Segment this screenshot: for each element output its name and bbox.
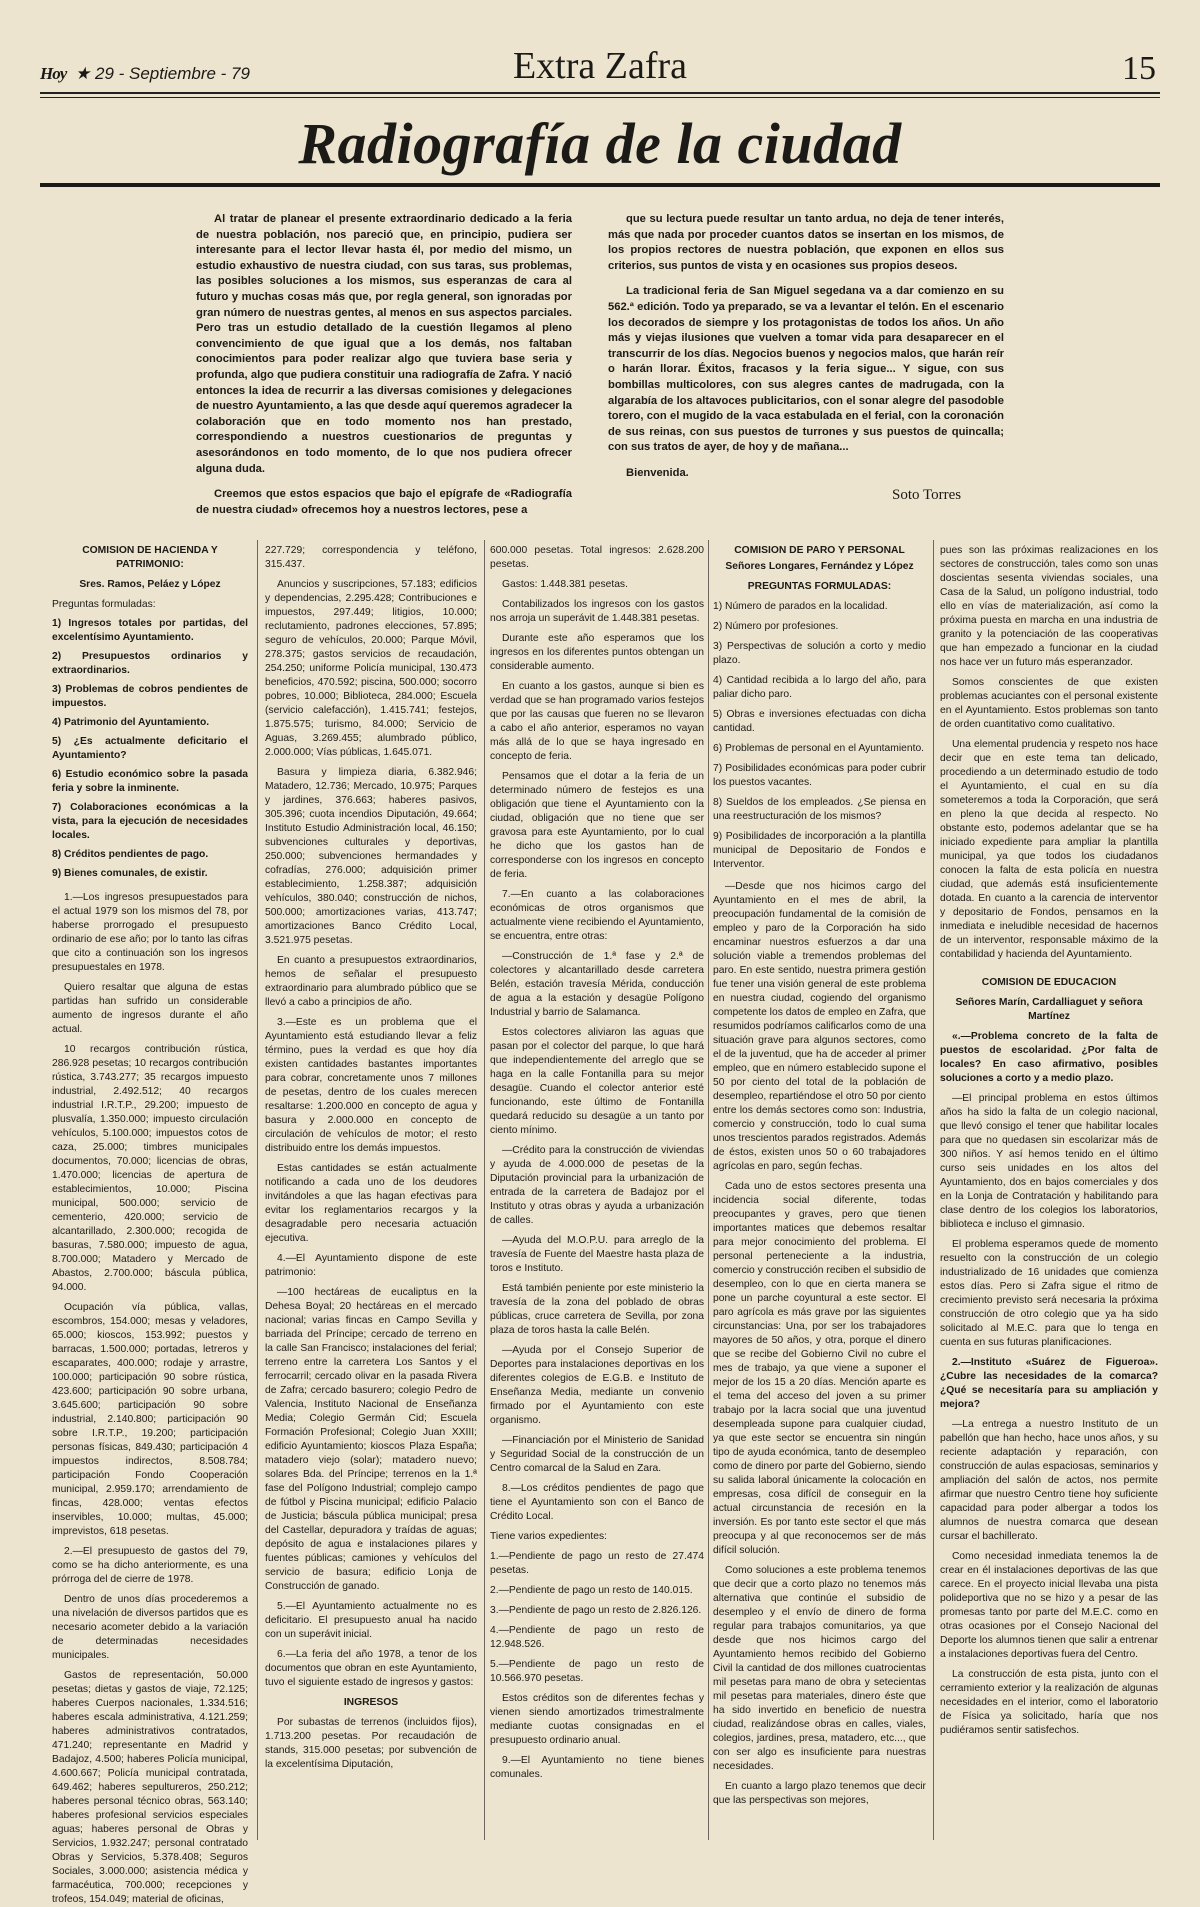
- body-paragraph: En cuanto a presupuestos extraordinarios, hemos de señalar el presupuesto extraordinario para alumbrado público que se llevó a cabo a principios de año.: [265, 955, 477, 1008]
- question-item: 1) Ingresos totales por partidas, del excelentísimo Ayuntamiento.: [52, 618, 248, 643]
- question-item: 2) Número por profesiones.: [713, 621, 839, 632]
- body-paragraph: Estos colectores aliviaron las aguas que pasan por el colector del parque, lo que hará que independientemente del arreglo que se haga en la calle Fontanilla para su mejor desagüe. Cuando el colector anterior esté funcionando, este último de Fontanilla quedará reducido su desagüe a un tanto por ciento mínimo.: [490, 1027, 704, 1136]
- body-paragraph: Anuncios y suscripciones, 57.183; edificios y dependencias, 2.295.428; Contribuciones e impuestos, 297.449; litigios, 10.000; reclutamiento, padrones elecciones, 57.895; seguro de vehículos, 20.000; Parque Móvil, 278.375; gastos servicios de recaudación, 254.250; uniforme Policía municipal, 130.473 beneficios, 470.592; piscina, 500.000; socorro pobres, 10.000; Biblioteca, 284.000; Escuela (servicio calefacción), 1.415.741; festejos, 1.875.575; turismo, 84.000; Servicio de Aguas, 3.269.455; alumbrado público, 2.000.000; Vías públicas, 1.645.071.: [265, 579, 477, 758]
- body-paragraph: —Ayuda por el Consejo Superior de Deportes para instalaciones deportivas en los diferentes colegios de E.G.B. e Instituto de Enseñanza Media, mediante un convenio firmado por el Ayuntamiento con este organismo.: [490, 1345, 704, 1426]
- question-item: 4) Patrimonio del Ayuntamiento.: [52, 717, 210, 728]
- column-2: [265, 544, 477, 1844]
- body-paragraph: Una elemental prudencia y respeto nos hace decir que en este tema tan delicado, procediendo a un determinado estudio de todo el Ayuntamiento, el cual en su día someteremos a toda la Corporación, que será en pleno la que decida al respecto. No obstante esto, podemos adelantar que se ha iniciado expediente para ampliar la plantilla municipal, ya que todos los ciudadanos conocen la falta de esta policía en nuestra ciudad, que además está insuficientemente dotada. En cuanto a la carencia de interventor y depositario de Fondos, pensamos en la inmediata e ineludible necesidad de hacernos de un interventor, responsable máximo de la contabilidad y hacienda del Ayuntamiento.: [940, 739, 1158, 960]
- body-paragraph: 6.—La feria del año 1978, a tenor de los documentos que obran en este Ayuntamiento, tuvo el siguiente estado de ingresos y gastos:: [265, 1649, 477, 1688]
- questions-label: Preguntas formuladas:: [52, 599, 156, 610]
- body-paragraph: Gastos: 1.448.381 pesetas.: [502, 579, 628, 590]
- body-paragraph: Somos conscientes de que existen problemas acuciantes con el personal existente en el Ayuntamiento. Estos problemas son tanto de orden cuantitativo como cualitativo.: [940, 677, 1158, 730]
- section-members: Señores Marín, Cardalliaguet y señora Martínez: [955, 997, 1143, 1022]
- body-paragraph: —Crédito para la construcción de viviendas y ayuda de 4.000.000 de pesetas de la Diputación provincial para la urbanización de entrada de la carretera de Badajoz por el Instituto y otras obras y ayuda a urbanización de calles.: [490, 1145, 704, 1226]
- body-paragraph: Gastos de representación, 50.000 pesetas; dietas y gastos de viaje, 72.125; haberes Cuerpos nacionales, 1.334.516; haberes escala administrativa, 4.121.259; haberes administrativos contratados, 471.240; representante en Madrid y Badajoz, 4.500; haberes Policía municipal, 4.600.667; Policía municipal contratada, 649.462; haberes sepultureros, 250.212; haberes personal técnico obras, 563.140; haberes profesional servicios especiales aguas; haberes personal de Obras y Servicios, 1.932.247; personal contratado Obras y Servicios, 5.378.408; Seguros Sociales, 3.000.000; asistencia médica y farmacéutica, 700.000; recepciones y trofeos, 154.049; material de oficinas,: [52, 1670, 248, 1905]
- masthead-rule: [40, 92, 1160, 94]
- body-paragraph: Contabilizados los ingresos con los gastos nos arroja un superávit de 1.448.381 pesetas.: [490, 599, 704, 624]
- body-paragraph: 5.—El Ayuntamiento actualmente no es deficitario. El presupuesto anual ha nacido con un superávit inicial.: [265, 1601, 477, 1640]
- masthead: [40, 44, 1160, 94]
- body-paragraph: Como soluciones a este problema tenemos que decir que a corto plazo no tenemos más alternativa que continúe el subsidio de desempleo y el envío de dinero de forma regular para trabajos comunitarios, ya que desde que nos hicimos cargo del Ayuntamiento hemos recibido del Gobierno Civil la cantidad de dos millones cuatrocientas mil pesetas para mano de obra y setecientas mil pesetas para materiales, dinero éste que ha sido invertido en beneficio de nuestra ciudad, realizándose obras en calles, viales, colegios, jardines, presa, matadero, etc..., que con ser algo es insuficiente para nuestras necesidades.: [713, 1565, 926, 1772]
- star-icon: ★: [75, 64, 91, 83]
- newspaper-logo: Hoy: [40, 64, 67, 83]
- section-members: Sres. Ramos, Peláez y López: [79, 579, 221, 590]
- column-divider: [484, 540, 485, 1840]
- question-item: 9) Bienes comunales, de existir.: [52, 868, 208, 879]
- body-paragraph: —Ayuda del M.O.P.U. para arreglo de la travesía de Fuente del Maestre hasta plaza de toros e Instituto.: [490, 1235, 704, 1274]
- body-paragraph: 10 recargos contribución rústica, 286.928 pesetas; 10 recargos contribución rústica, 3.743.277; 35 recargos impuesto industrial, 2.492.512; 40 recargos industrial I.R.T.P., 29.200; impuesto de plusvalía, 1.350.000; impuesto circulación vehículos, 5.100.000; impuestos cotos de caza, 25.000; timbres municipales documentos, 70.000; licencias de obras, 1.470.000; licencias de apertura de establecimientos, 10.000; Piscina municipal, 500.000; servicio de cementerio, 420.000; servicio de alcantarillado, 2.300.000; recogida de basuras, 7.580.000; impuesto de agua, 8.700.000; Matadero y Mercado de Abastos, 2.700.000; báscula pública, 94.000.: [52, 1044, 248, 1293]
- body-paragraph: 9.—El Ayuntamiento no tiene bienes comunales.: [490, 1755, 704, 1780]
- body-paragraph: —Financiación por el Ministerio de Sanidad y Seguridad Social de la construcción de un Centro comarcal de la Salud en Zara.: [490, 1435, 704, 1474]
- question-item: 8) Créditos pendientes de pago.: [52, 849, 209, 860]
- question-item: 3) Problemas de cobros pendientes de impuestos.: [52, 684, 248, 709]
- credit-item: 4.—Pendiente de pago un resto de 12.948.526.: [490, 1625, 704, 1650]
- body-paragraph: En cuanto a largo plazo tenemos que decir que las perspectivas son mejores,: [713, 1781, 926, 1806]
- body-paragraph: Dentro de unos días procederemos a una nivelación de diversos partidos que es necesario acometer debido a la variación de determinadas necesidades municipales.: [52, 1594, 248, 1661]
- column-divider: [708, 540, 709, 1840]
- question-item: 7) Posibilidades económicas para poder cubrir los puestos vacantes.: [713, 763, 926, 788]
- body-paragraph: Ocupación vía pública, vallas, escombros, 154.000; mesas y veladores, 65.000; kioscos, 153.992; puestos y barracas, 1.500.000; portadas, letreros y escaparates, 400.000; rodaje y arrastre, 100.000; participación 90 sobre rústica, 423.600; participación 90 sobre urbana, 3.645.600; participación 90 sobre industrial, 2.140.800; participación 90 sobre I.R.T.P., 19.200; participación personas físicas, 849.430; participación 4 impuestos indirectos, 8.508.784; participación Fondo Cooperación municipal, 2.959.170; arrendamiento de fincas, 428.000; ventas efectos inservibles, 10.000; multas, 45.000; imprevistos, 618 pesetas.: [52, 1302, 248, 1537]
- body-paragraph: En cuanto a los gastos, aunque si bien es verdad que se han programado varios festejos que por las causas que fueren no se llevaron a cabo el año anterior, esperamos no vayan más allá de lo que se haya ingresado en concepto de feria.: [490, 681, 704, 762]
- body-paragraph: —Desde que nos hicimos cargo del Ayuntamiento en el mes de abril, la preocupación fundamental de la comisión de empleo y paro de la Corporación ha sido encaminar nuestros esfuerzos a dar una solución viable a tremendos problemas del paro. En este sentido, nuestra primera gestión fue tener una visión general de este problema en nuestra ciudad, cogiendo del organismo competente los datos de empleo en Zafra, que resumidos podríamos calificarlos como de una situación grave para algunos sectores, como el de la juventud, que ha de acceder al primer empleo, que en número establecido supone el 50 por ciento del total de la población de desempleo, repartiéndose el otro 50 por ciento entre los demás sectores como son: Industria, comercio y construcción, todo lo cual suma unos trescientos parados registrados. Además de éstos, existen unos 50 o 60 trabajadores agrícolas en paro, según fechas.: [713, 881, 926, 1172]
- credit-item: 2.—Pendiente de pago un resto de 140.015.: [490, 1585, 693, 1596]
- body-paragraph: —100 hectáreas de eucaliptus en la Dehesa Boyal; 20 hectáreas en el mercado nacional; varias fincas en Campo Sevilla y barriada del Príncipe; cercado de terreno en la calle San Francisco; instalaciones del ferial; terreno entre la carretera Los Santos y el ferrocarril; cercado olivar en la pasada Rivera de Zafra; cercado basurero; colegio Pedro de Valencia, Instituto Nacional de Enseñanza Media; Colegio Germán Cid; Escuela Formación Profesional; Colegio Juan XXIII; edificio Ayuntamiento; kioscos Plaza España; matadero viejo (solar); matadero nuevo; solares Bda. del Príncipe; terrenos en la 1.ª fase del Polígono Industrial; complejo campo de fútbol y Piscina municipal; edificio Palacio de Justicia; báscula pública municipal; presa del Castellar, depuradora y traídas de aguas; depósito de agua e instalaciones pilares y fuentes públicas; camiones y vehículos del servicio de basura; edificio Lonja de Construcción de ganado.: [265, 1287, 477, 1592]
- section-heading-paro: COMISION DE PARO Y PERSONAL: [734, 545, 905, 556]
- question-item: 4) Cantidad recibida a lo largo del año, para paliar dicho paro.: [713, 675, 926, 700]
- credit-item: 5.—Pendiente de pago un resto de 10.566.970 pesetas.: [490, 1659, 704, 1684]
- body-paragraph: Está también peniente por este ministerio la travesía de la zona del poblado de obras públicas, cruce carretera de Sevilla, por zona plaza de toros hasta la calle Belén.: [490, 1283, 704, 1336]
- body-paragraph: 227.729; correspondencia y teléfono, 315.437.: [265, 545, 477, 570]
- body-paragraph: Basura y limpieza diaria, 6.382.946; Matadero, 12.736; Mercado, 10.975; Parques y jardines, 376.663; haberes pasivos, 305.396; cuota incendios Diputación, 49.664; Instituto Estudio Administración local, 46.150; subvenciones culturales y deportivas, 250.000; subvenciones hermandades y cofradías, 276.000; adquisición primer establecimiento, 1.258.387; adquisición vehículos, 380.040; construcción de nichos, 500.000; amortizaciones varias, 413.747; amortizaciones Banco Crédito Local, 3.521.975 pesetas.: [265, 767, 477, 946]
- body-paragraph: 1.—Los ingresos presupuestados para el actual 1979 son los mismos del 78, por haberse prorrogado el presupuesto ordinario de ese año; por lo tanto las cifras que cito a continuación son los ingresos presupuestales en 1978.: [52, 892, 248, 973]
- column-1: [52, 544, 248, 1905]
- question-item: 5) Obras e inversiones efectuadas con dicha cantidad.: [713, 709, 926, 734]
- question-item: 3) Perspectivas de solución a corto y medio plazo.: [713, 641, 926, 666]
- headline: Radiografía de la ciudad: [298, 111, 902, 176]
- body-paragraph: Quiero resaltar que alguna de estas partidas han sufrido un considerable aumento de ingresos durante el año actual.: [52, 982, 248, 1035]
- body-paragraph: Como necesidad inmediata tenemos la de crear en él instalaciones deportivas de las que carece. En el proyecto inicial llevaba una pista polideportiva que no se hizo y a pesar de las promesas tanto por parte del M.E.C. como en otras ocasiones por el Consejo Nacional del Deporte los alumnos tienen que salir a entrenar a instalaciones deportivas fuera del Centro.: [940, 1551, 1158, 1660]
- body-paragraph: El problema esperamos quede de momento resuelto con la construcción de un colegio industrializado de 16 unidades que comienza estos días. Pero si Zafra sigue el ritmo de crecimiento previsto será necesaria la próxima construcción de otro colegio que ya ha sido solicitado al M.E.C. para que lo tenga en cuenta en sus futuras planificaciones.: [940, 1239, 1158, 1348]
- question-item: 1) Número de parados en la localidad.: [713, 601, 888, 612]
- body-paragraph: pues son las próximas realizaciones en los sectores de construcción, tales como son unas doscientas sesenta viviendas sociales, una Casa de la Salud, un polígono industrial, todo ello en vías de materialización, así como la próxima puesta en marcha en una industria de granito y la potenciación de las cooperativas que han empezado a funcionar en la ciudad nos hace ver un futuro más esperanzador.: [940, 545, 1158, 668]
- intro-paragraph: Bienvenida.: [626, 466, 689, 479]
- page-number: 15: [1122, 50, 1156, 87]
- questions-label: PREGUNTAS FORMULADAS:: [747, 581, 892, 592]
- question-item: 2.—Instituto «Suárez de Figueroa». ¿Cubre las necesidades de la comarca? ¿Qué se necesitaría para su ampliación y mejora?: [940, 1357, 1158, 1410]
- ingresos-heading: INGRESOS: [343, 1697, 399, 1708]
- section-heading-hacienda: COMISION DE HACIENDA Y PATRIMONIO:: [82, 545, 218, 570]
- author-signature: Soto Torres: [892, 487, 962, 503]
- question-item: 9) Posibilidades de incorporación a la plantilla municipal de Depositario de Fondos e Interventor.: [713, 831, 926, 870]
- body-paragraph: 8.—Los créditos pendientes de pago que tiene el Ayuntamiento son con el Banco de Crédito Local.: [490, 1483, 704, 1522]
- headline-rule: [40, 183, 1160, 187]
- question-item: 2) Presupuestos ordinarios y extraordinarios.: [52, 651, 248, 676]
- column-5: [940, 544, 1158, 1844]
- body-paragraph: —Construcción de 1.ª fase y 2.ª de colectores y alcantarillado desde carretera Belén, estación travesía Mérida, conducción de agua a la estación y desagüe Polígono Industrial y barrio de Salamanca.: [490, 951, 704, 1018]
- body-paragraph: Durante este año esperamos que los ingresos en los diferentes puntos obtengan un considerable aumento.: [490, 633, 704, 672]
- body-paragraph: —La entrega a nuestro Instituto de un pabellón que han hecho, hace unos años, y su reciente adaptación y reparación, con construcción de aulas espaciosas, seminarios y ampliación del salón de actos, nos permite afirmar que nuestro Centro tiene hoy suficiente capacidad para poder albergar a todos los alumnos de nuestra comarca que desean cursar el bachillerato.: [940, 1419, 1158, 1542]
- section-title: Extra Zafra: [512, 45, 688, 87]
- section-members: Señores Longares, Fernández y López: [725, 561, 914, 572]
- question-item: 8) Sueldos de los empleados. ¿Se piensa en una reestructuración de los mismos?: [713, 797, 926, 822]
- question-item: «.—Problema concreto de la falta de puestos de escolaridad. ¿Por falta de locales? En caso afirmativo, posibles soluciones a corto y a medio plazo.: [940, 1031, 1158, 1084]
- body-paragraph: 4.—El Ayuntamiento dispone de este patrimonio:: [265, 1253, 477, 1278]
- masthead-rule-thin: [40, 97, 1160, 98]
- body-paragraph: Estas cantidades se están actualmente notificando a cada uno de los deudores invitándoles a que las hagan efectivas para evitar los reglamentarios recargos y la desagradable pero necesaria actuación ejecutiva.: [265, 1163, 477, 1244]
- issue-date: 29 - Septiembre - 79: [95, 64, 250, 83]
- question-item: 6) Estudio económico sobre la pasada feria y sobre la inminente.: [52, 769, 248, 794]
- body-paragraph: 7.—En cuanto a las colaboraciones económicas de otros organismos que actualmente viene recibiendo el Ayuntamiento, se encuentra, entre otras:: [490, 889, 704, 942]
- body-paragraph: 3.—Este es un problema que el Ayuntamiento está estudiando llevar a feliz término, pues la verdad es que hoy día existen cantidades bastantes importantes para cobrar, concretamente unos 7 millones de pesetas, dentro de los cuales merecen resaltarse: 1.200.000 en concepto de agua y basura y 2.000.000 en concepto de circulación de vehículos de motor; el resto distribuido entre los demás impuestos.: [265, 1017, 477, 1154]
- credit-item: 3.—Pendiente de pago un resto de 2.826.126.: [490, 1605, 702, 1616]
- body-paragraph: 600.000 pesetas. Total ingresos: 2.628.200 pesetas.: [490, 545, 704, 570]
- body-paragraph: La construcción de esta pista, junto con el cerramiento exterior y la realización de algunas necesidades en el interior, como el laboratorio de Física ya solicitado, haría que nos pudiéramos sentir satisfechos.: [940, 1669, 1158, 1736]
- intro-paragraph: La tradicional feria de San Miguel segedana va a dar comienzo en su 562.ª edición. Todo ya preparado, se va a levantar el telón. En el escenario los decorados de siempre y los protagonistas de todos los años. Un año más y viejas ilusiones que vuelven a tomar vida para desaparecer en el transcurrir de los días. Negocios buenos y negocios malos, que harán reír o harán llorar. Éxitos, fracasos y la feria sigue... Y sigue, con sus bombillas multicolores, con sus alegres cantes de madrugada, con la algarabía de los altavoces publicitarios, con el sonar alegre del pasodoble torero, con el mugido de la vaca estabulada en el ferial, con la coronación de sus reinas, con sus puestos de turrones y sus puestos de quincalla; con sus tratos de ayer, de hoy y de mañana...: [608, 285, 1004, 454]
- body-paragraph: 2.—El presupuesto de gastos del 79, como se ha dicho anteriormente, es una prórroga del de cierre de 1978.: [52, 1546, 248, 1585]
- column-3: [490, 544, 704, 1844]
- question-item: 6) Problemas de personal en el Ayuntamiento.: [713, 743, 925, 754]
- body-paragraph: —El principal problema en estos últimos años ha sido la falta de un colegio nacional, que llevó consigo el tener que habilitar locales para que no quedasen sin escolarizar más de 300 niños. Y así hemos tenido en el último curso seis unidades en los altos del Ayuntamiento, dos en bajos comerciales y dos en la Lonja de Contratación y habilitando para clase dentro de los colegios los laboratorios, biblioteca e incluso el gimnasio.: [940, 1093, 1158, 1230]
- body-paragraph: Cada uno de estos sectores presenta una incidencia social diferente, todas preocupantes y graves, pero que tienen importantes matices que debemos resaltar para mejor conocimiento del problema. El personal perteneciente a la industria, comercio y construcción reciben el subsidio de desempleo, con lo que en cierta manera se pone un parche coyuntural a este sector. El paro agrícola es más grave por las siguientes circunstancias: Una, por ser los trabajadores mayores de 50 años, y otra, porque el dinero que se recibe del Gobierno Civil no cubre el mes de trabajo, ya que viene a suponer el mejor de los 15 a 20 días. Mención aparte es el tema del acceso del joven a su primer trabajo por la lacra social que una juventud desempleada supone para cualquier ciudad, ya que este sector se encuentra sin ningún tipo de ayuda económica, tanto de desempleo como de dinero por parte del Gobierno, siendo su salida laboral únicamente la colocación en empresas, cosa difícil de conseguir en la actual circunstancia de recesión en la inversión. Es por tanto este sector el que más preocupa y al que reconocemos ser de más difícil solución.: [713, 1181, 926, 1556]
- section-heading-educacion: COMISION DE EDUCACION: [981, 977, 1117, 988]
- intro-paragraph: Creemos que estos espacios que bajo el epígrafe de «Radiografía de nuestra ciudad» ofrecemos hoy a nuestros lectores, pese a: [196, 488, 572, 516]
- column-divider: [933, 540, 934, 1840]
- body-paragraph: Tiene varios expedientes:: [490, 1531, 607, 1542]
- column-4: [713, 544, 926, 1844]
- body-paragraph: Por subastas de terrenos (incluidos fijos), 1.713.200 pesetas. Por recaudación de stands, 315.000 pesetas; por subvención de la excelentísima Diputación,: [265, 1717, 477, 1770]
- question-item: 7) Colaboraciones económicas a la vista, para la ejecución de necesidades locales.: [52, 802, 248, 841]
- intro-left: [196, 212, 572, 528]
- question-item: 5) ¿Es actualmente deficitario el Ayuntamiento?: [52, 736, 248, 761]
- body-paragraph: Pensamos que el dotar a la feria de un determinado número de festejos es una obligación que tiene el Ayuntamiento con la ciudad, obligación que no tiene que ser gravosa para este Ayuntamiento, por lo cual he dicho que los gastos han de corresponderse con los ingresos en concepto de feria.: [490, 771, 704, 880]
- body-paragraph: Estos créditos son de diferentes fechas y vienen siendo amortizados trimestralmente mediante cuotas consignadas en el presupuesto ordinario anual.: [490, 1693, 704, 1746]
- intro-paragraph: que su lectura puede resultar un tanto ardua, no deja de tener interés, más que nada por proceder cuantos datos se insertan en los mismos, de los propios rectores de nuestra población, que exponen en ellos sus criterios, sus puntos de vista y en ocasiones sus propios deseos.: [608, 213, 1004, 272]
- intro-right: [608, 212, 1004, 492]
- credit-item: 1.—Pendiente de pago un resto de 27.474 pesetas.: [490, 1551, 704, 1576]
- intro-paragraph: Al tratar de planear el presente extraordinario dedicado a la feria de nuestra población, nos pareció que, en principio, pudiera ser interesante para el lector llevar hasta él, por medio del mismo, un estudio exhaustivo de nuestra ciudad, con sus taras, sus problemas, las posibles soluciones a los mismos, sus esperanzas de cara al futuro y muchas cosas más que, por regla general, son ignoradas por gran número de nuestras gentes, al menos en sus aspectos parciales. Pero tras un estudio detallado de la cuestión llegamos al pleno convencimiento de que igual que a los demás, nos faltaban conocimientos para poder realizar algo que tuviera base seria y profunda, algo que pudiera constituir una radiografía de Zafra. Y nació entonces la idea de recurrir a las diversas comisiones y delegaciones de nuestro Ayuntamiento, a las que desde aquí queremos agradecer la colaboración que en todo momento nos han prestado, correspondiendo a nuestros cuestionarios de preguntas y asesorándonos en todo momento, de lo que nos pudiera ofrecer alguna duda.: [196, 213, 572, 475]
- column-divider: [257, 540, 258, 1840]
